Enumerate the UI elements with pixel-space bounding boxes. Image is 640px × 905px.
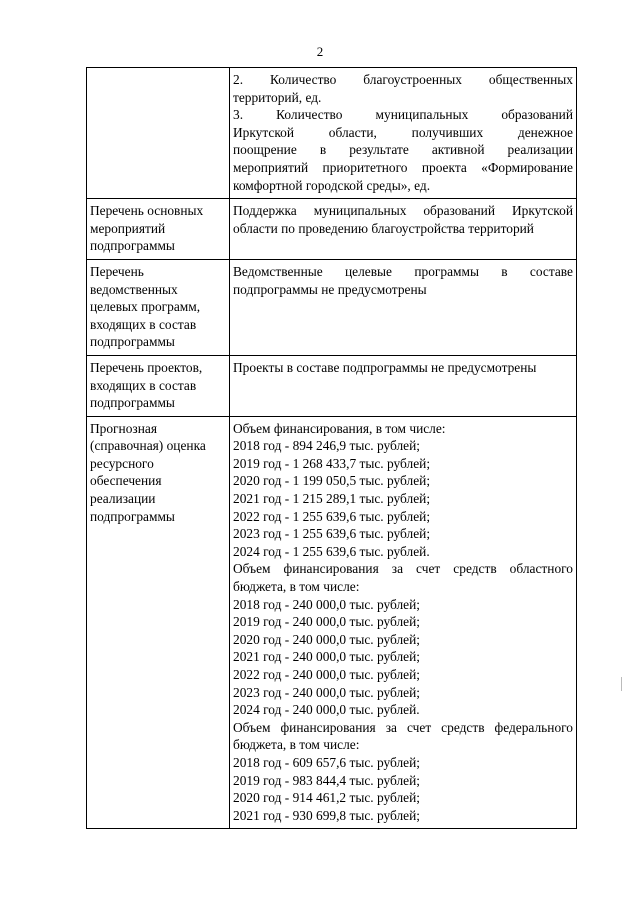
label-line: подпрограммы	[90, 508, 175, 524]
row-label-departmental-programs	[87, 259, 230, 355]
text-line: 2022 год - 1 255 639,6 тыс. рублей;	[233, 508, 431, 524]
text-line: бюджета, в том числе:	[233, 579, 360, 595]
label-line: реализации	[90, 491, 156, 507]
text-line: 2019 год - 240 000,0 тыс. рублей;	[233, 614, 420, 630]
text-line: 2022 год - 240 000,0 тыс. рублей;	[233, 667, 420, 682]
label-line: Прогнозная	[90, 420, 157, 436]
text-line: мероприятий приоритетного проекта «Формирование	[233, 159, 573, 175]
label-line: целевых программ,	[90, 299, 201, 315]
table-row-indicators	[87, 68, 577, 199]
label-line: ведомственных	[90, 281, 178, 297]
text-line: 2. Количество благоустроенных общественных	[233, 72, 573, 87]
text-line: 2019 год - 983 844,4 тыс. рублей;	[233, 772, 420, 788]
text-line: 2018 год - 609 657,6 тыс. рублей;	[233, 754, 420, 770]
text-line: Объем финансирования за счет средств федерального	[233, 719, 573, 735]
text-line: Иркутской области, получивших денежное	[233, 124, 573, 140]
row-value-main-activities	[230, 199, 577, 260]
text-line: Ведомственные целевые программы в составе	[233, 263, 573, 279]
text-line: 2021 год - 1 215 289,1 тыс. рублей;	[233, 491, 431, 507]
text-line: территорий, ед.	[233, 89, 322, 105]
table-row-departmental-programs	[87, 259, 577, 355]
text-line: 2021 год - 930 699,8 тыс. рублей;	[233, 807, 420, 823]
page-number: 2	[316, 44, 324, 59]
text-line: 2019 год - 1 268 433,7 тыс. рублей;	[233, 455, 431, 471]
label-line: подпрограммы	[90, 238, 175, 254]
label-line: ресурсного	[90, 455, 154, 471]
row-value-financing	[230, 416, 577, 829]
text-line: 2018 год - 240 000,0 тыс. рублей;	[233, 596, 420, 612]
row-label-projects	[87, 355, 230, 416]
row-value-indicators	[230, 68, 577, 199]
label-line: мероприятий	[90, 220, 166, 236]
label-line: входящих в состав	[90, 377, 197, 393]
row-value-projects	[230, 355, 577, 416]
scan-margin-mark	[621, 677, 622, 691]
text-line: 2020 год - 240 000,0 тыс. рублей;	[233, 631, 420, 647]
text-line: бюджета, в том числе:	[233, 737, 360, 753]
text-line: 2018 год - 894 246,9 тыс. рублей;	[233, 438, 420, 454]
text-line: Объем финансирования за счет средств областного	[233, 561, 573, 577]
text-line: 2020 год - 1 199 050,5 тыс. рублей;	[233, 473, 431, 489]
text-line: поощрение в результате активной реализации	[233, 142, 573, 158]
label-line: подпрограммы	[90, 334, 175, 350]
row-label-main-activities	[87, 199, 230, 260]
text-line: 2020 год - 914 461,2 тыс. рублей;	[233, 790, 420, 806]
label-line: Перечень проектов,	[90, 359, 203, 375]
text-line: 2021 год - 240 000,0 тыс. рублей;	[233, 649, 420, 665]
label-line: обеспечения	[90, 473, 162, 489]
text-line: 2024 год - 1 255 639,6 тыс. рублей.	[233, 543, 430, 559]
row-label-empty	[87, 68, 230, 199]
label-line: входящих в состав	[90, 316, 197, 332]
text-line: 3. Количество муниципальных образований	[233, 107, 573, 123]
text-line: Проекты в составе подпрограммы не предусмотрены	[233, 359, 537, 375]
row-value-departmental-programs	[230, 259, 577, 355]
text-line: Объем финансирования, в том числе:	[233, 420, 446, 436]
label-line: подпрограммы	[90, 395, 175, 411]
text-line: Поддержка муниципальных образований Иркутской	[233, 203, 573, 219]
table-row-financing	[87, 416, 577, 829]
text-line: 2023 год - 240 000,0 тыс. рублей;	[233, 684, 420, 700]
label-line: (справочная) оценка	[90, 438, 206, 454]
row-label-financing	[87, 416, 230, 829]
label-line: Перечень	[90, 263, 144, 279]
text-line: области по проведению благоустройства территорий	[233, 220, 534, 236]
text-line: 2023 год - 1 255 639,6 тыс. рублей;	[233, 526, 431, 542]
subprogram-passport-table	[86, 67, 577, 829]
table-row-projects	[87, 355, 577, 416]
text-line: комфортной городской среды», ед.	[233, 177, 431, 193]
table-row-main-activities	[87, 199, 577, 260]
label-line: Перечень основных	[90, 203, 204, 219]
text-line: 2024 год - 240 000,0 тыс. рублей.	[233, 702, 420, 718]
text-line: подпрограммы не предусмотрены	[233, 281, 427, 297]
